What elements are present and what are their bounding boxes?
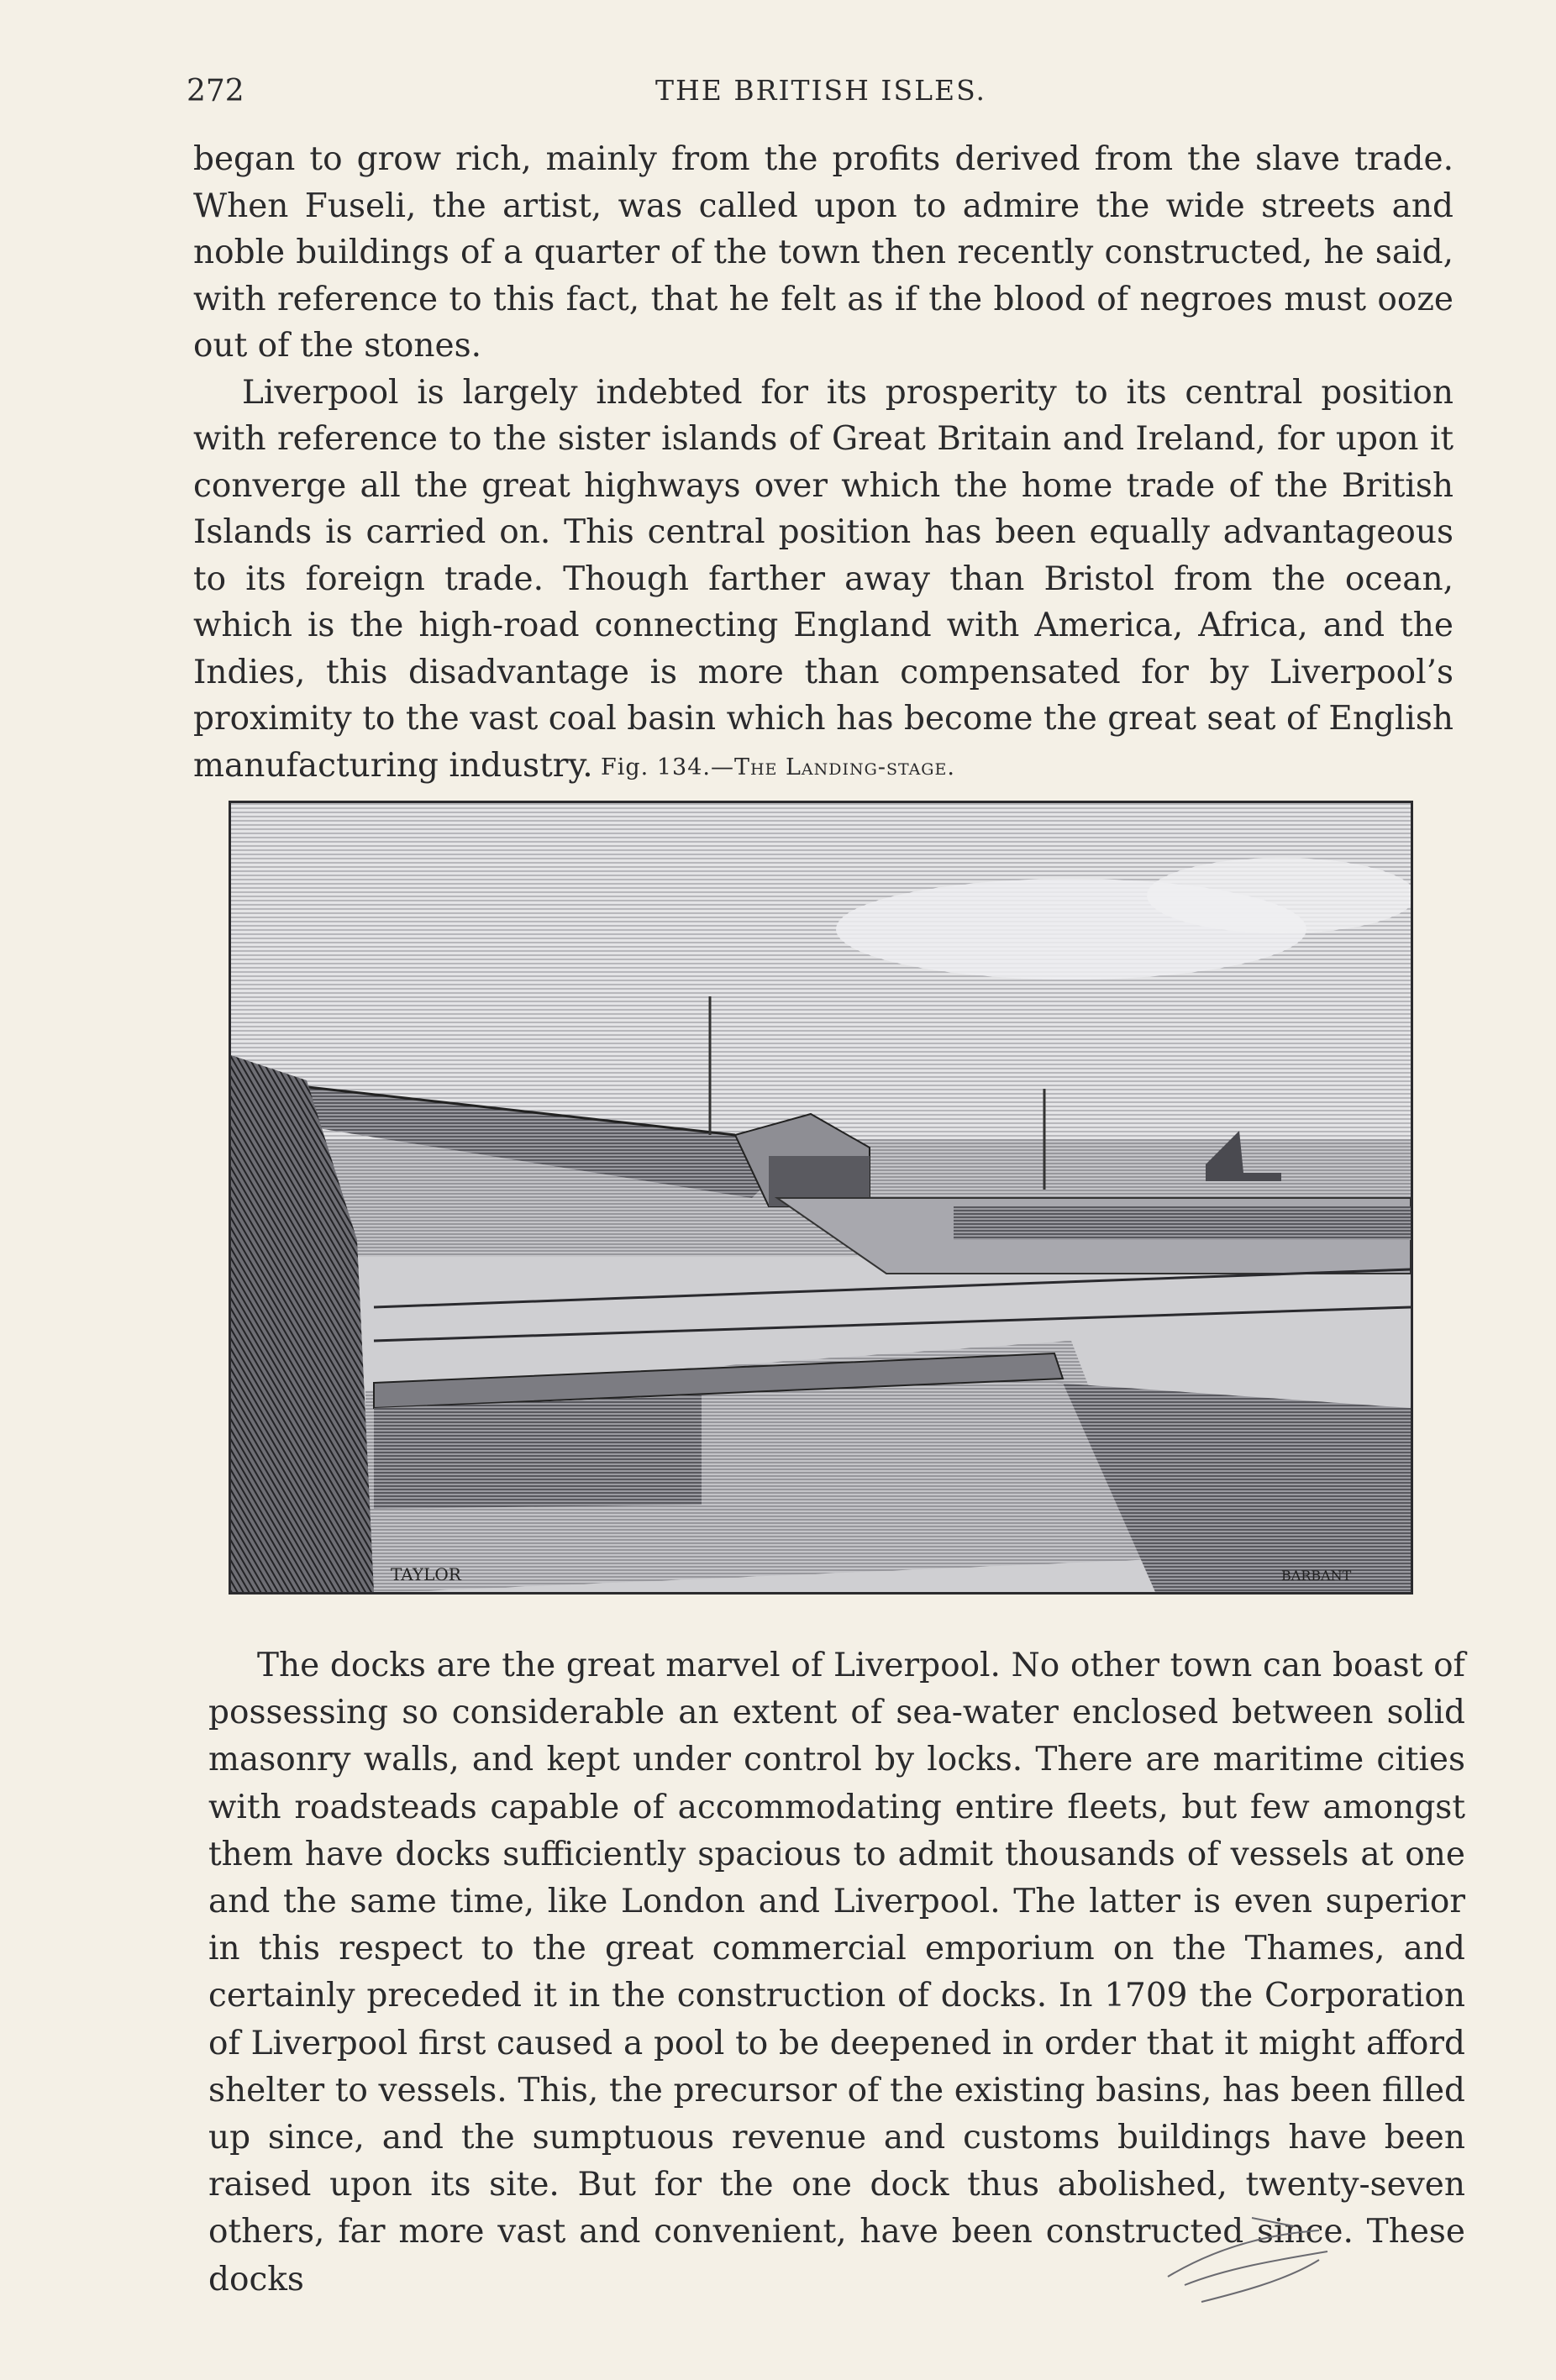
page-number: 272	[187, 74, 244, 108]
handwritten-scribble	[1151, 2201, 1344, 2319]
engraver-right: BARBANT	[1281, 1568, 1352, 1584]
railing	[374, 1307, 1411, 1341]
bridge-pier	[374, 1395, 702, 1509]
railing	[374, 1269, 1411, 1307]
caption-prefix: Fig. 134.—	[601, 754, 734, 780]
engraving-illustration	[231, 803, 1411, 1592]
cloud	[1147, 858, 1411, 933]
engraver-left: TAYLOR	[391, 1564, 461, 1584]
paragraph: Liverpool is largely indebted for its prosperity to its central position with reference to the sister islands of Great Britain and Ireland, for upon it converge all the great highways over which the home trade of the British Islands is carried on. This central position has been equally advantageous to its foreign trade. Though farther away than Bristol from the ocean, which is the high-road connecting England with America, Africa, and the Indies, this disadvantage is more than compensated for by Liverpool’s proximity to the vast coal basin which has become the great seat of English manufacturing industry.	[193, 373, 1453, 785]
caption-title: The Landing-stage.	[733, 754, 955, 780]
paragraph: The docks are the great marvel of Liverpool. No other town can boast of possessing so considerable an extent of sea-water enclosed between solid masonry walls, and kept under control by locks. There are maritime cities with roadsteads capable of accommodating entire fleets, but few amongst them have docks sufficiently spacious to admit thousands of vessels at one and the same time, like London and Liverpool. The latter is even superior in this respect to the great commercial emporium on the Thames, and certainly preceded it in the construction of docks. In 1709 the Corporation of Liverpool first caused a pool to be deepened in order that it might afford shelter to vessels. This, the precursor of the existing basins, has been filled up since, and the sumptuous revenue and customs buildings have been raised upon its site. But for the one dock thus abolished, twenty-seven others, far more vast and convenient, have been constructed since. These docks	[208, 1647, 1465, 2299]
figure-caption	[0, 754, 1556, 780]
running-title: THE BRITISH ISLES.	[655, 74, 986, 107]
engraving-landing-stage	[229, 801, 1413, 1595]
paragraph: began to grow rich, mainly from the profits derived from the slave trade. When Fuseli, the artist, was called upon to admire the wide streets and noble buildings of a quarter of the town then recently constructed, he said, with reference to this fact, that he felt as if the blood of negroes must ooze out of the stones.	[193, 140, 1453, 365]
text-block-top	[193, 136, 1453, 789]
crowd	[954, 1206, 1411, 1240]
page-header	[187, 74, 1455, 124]
